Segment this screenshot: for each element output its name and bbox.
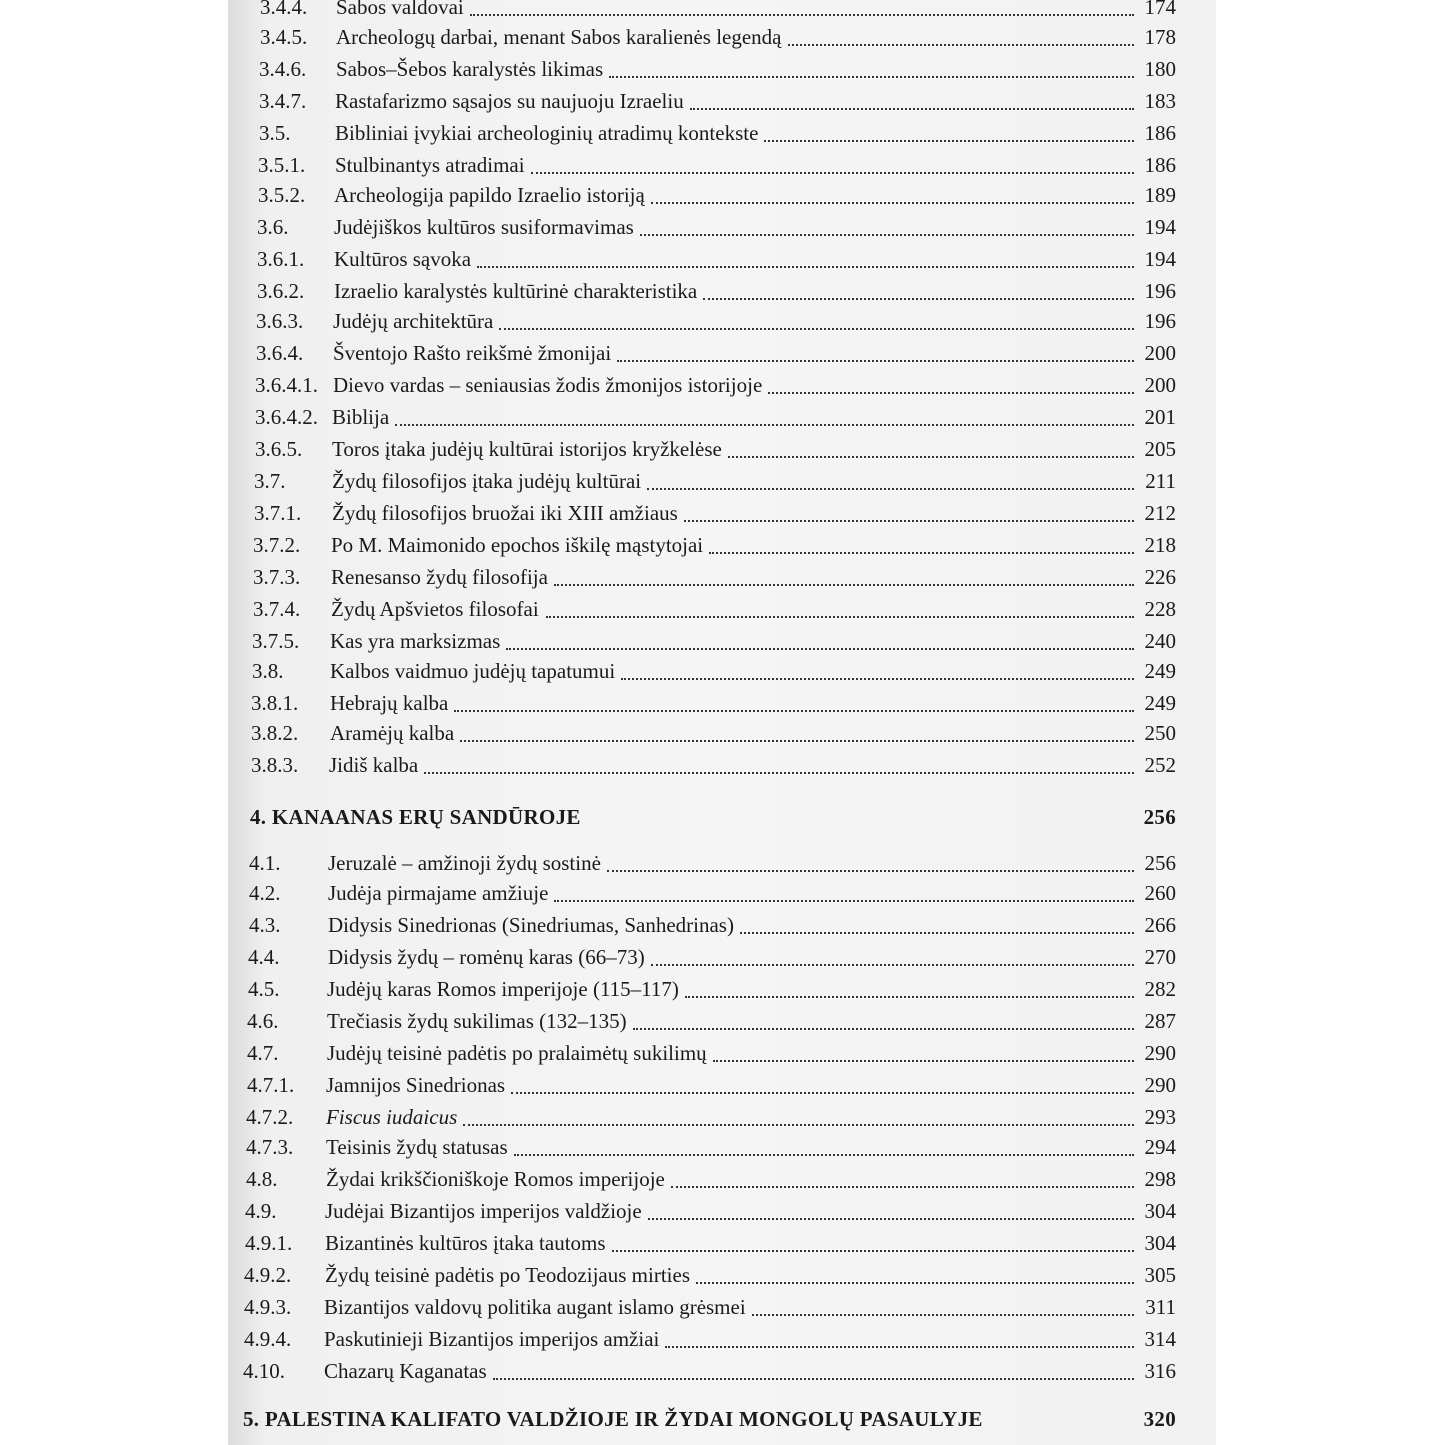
toc-entry-page: 298: [1144, 1167, 1176, 1191]
toc-entry-page: 314: [1144, 1327, 1176, 1351]
toc-dot-leader: [424, 772, 1134, 774]
toc-entry-number: 3.6.3.: [256, 309, 304, 333]
toc-entry-number: 4.2.: [249, 881, 281, 905]
toc-entry-number: 3.8.3.: [251, 753, 299, 777]
toc-dot-leader: [713, 1060, 1134, 1062]
toc-entry-page: 249: [1144, 691, 1176, 715]
toc-entry-title: Judėja pirmajame amžiuje: [328, 881, 549, 905]
toc-entry-title: Judėjų karas Romos imperijoje (115–117): [327, 977, 679, 1001]
toc-entry-title: Bizantijos valdovų politika augant islamo grėsmei: [324, 1295, 746, 1319]
toc-entry-number: 4.9.: [245, 1199, 277, 1223]
toc-entry-title: Kultūros sąvoka: [334, 247, 472, 271]
toc-entry-number: 3.5.2.: [258, 183, 306, 207]
toc-entry-number: 3.7.1.: [254, 501, 302, 525]
toc-entry: [228, 594, 1216, 624]
toc-entry-page: 211: [1145, 469, 1176, 493]
toc-chapter-page: 256: [1143, 805, 1176, 829]
toc-dot-leader: [612, 1250, 1134, 1252]
toc-entry-number: 3.7.2.: [253, 533, 301, 557]
toc-entry-page: 200: [1144, 373, 1176, 397]
toc-entry-number: 4.7.: [247, 1041, 279, 1065]
toc-entry-title: Izraelio karalystės kultūrinė charakteristika: [334, 279, 698, 303]
toc-entry: [228, 118, 1216, 148]
toc-dot-leader: [395, 424, 1134, 426]
toc-entry: [228, 1132, 1216, 1162]
toc-entry-page: 256: [1144, 851, 1176, 875]
toc-entry-number: 4.9.1.: [245, 1231, 293, 1255]
toc-entry: [228, 1102, 1216, 1132]
toc-dot-leader: [554, 900, 1134, 902]
toc-dot-leader: [685, 996, 1134, 998]
toc-dot-leader: [640, 234, 1134, 236]
toc-entry-number: 4.4.: [248, 945, 280, 969]
toc-dot-leader: [665, 1346, 1134, 1348]
toc-entry-page: 316: [1144, 1359, 1176, 1383]
toc-entry-page: 178: [1144, 25, 1176, 49]
toc-entry-page: 293: [1144, 1105, 1176, 1129]
toc-entry: [228, 1228, 1216, 1258]
toc-entry: [228, 0, 1216, 22]
toc-entry-title: Po M. Maimonido epochos iškilę mąstytojai: [331, 533, 704, 557]
toc-dot-leader: [703, 298, 1134, 300]
toc-entry-number: 3.4.7.: [259, 89, 307, 113]
toc-entry: [228, 276, 1216, 306]
toc-entry-number: 3.5.1.: [258, 153, 306, 177]
toc-entry-number: 3.6.1.: [257, 247, 305, 271]
toc-chapter-title: 5. PALESTINA KALIFATO VALDŽIOJE IR ŽYDAI MONGOLŲ PASAULYJE: [243, 1407, 983, 1431]
toc-dot-leader: [460, 740, 1134, 742]
toc-entry: [228, 498, 1216, 528]
toc-dot-leader: [651, 202, 1134, 204]
toc-dot-leader: [768, 392, 1134, 394]
toc-entry-title: Kalbos vaidmuo judėjų tapatumui: [330, 659, 616, 683]
toc-entry-page: 196: [1144, 279, 1176, 303]
toc-entry-page: 311: [1145, 1295, 1176, 1319]
toc-entry-number: 4.6.: [247, 1009, 279, 1033]
toc-entry: [228, 626, 1216, 656]
toc-entry-number: 3.8.2.: [251, 721, 299, 745]
toc-entry: [228, 1292, 1216, 1322]
toc-entry-title: Didysis žydų – romėnų karas (66–73): [328, 945, 645, 969]
toc-entry-page: 186: [1144, 153, 1176, 177]
toc-entry-title: Jamnijos Sinedrionas: [326, 1073, 506, 1097]
toc-entry-page: 304: [1144, 1231, 1176, 1255]
toc-entry-number: 3.4.4.: [260, 0, 308, 19]
toc-entry-page: 186: [1144, 121, 1176, 145]
toc-entry-number: 3.7.3.: [253, 565, 301, 589]
toc-chapter: [228, 1404, 1216, 1434]
toc-entry-title: Šventojo Rašto reikšmė žmonijai: [333, 341, 612, 365]
toc-entry-page: 305: [1144, 1263, 1176, 1287]
toc-entry-page: 270: [1144, 945, 1176, 969]
toc-entry-number: 4.8.: [246, 1167, 278, 1191]
toc-chapter-title: 4. KANAANAS ERŲ SANDŪROJE: [250, 805, 581, 829]
toc-entry-title: Renesanso žydų filosofija: [331, 565, 548, 589]
toc-entry-title: Žydų filosofijos bruožai iki XIII amžiaus: [332, 501, 678, 525]
toc-entry-number: 4.9.4.: [244, 1327, 292, 1351]
toc-entry-title: Judėjų teisinė padėtis po pralaimėtų sukilimų: [327, 1041, 707, 1065]
toc-entry: [228, 434, 1216, 464]
toc-entry-title: Žydų Apšvietos filosofai: [331, 597, 539, 621]
toc-dot-leader: [728, 456, 1134, 458]
toc-dot-leader: [709, 552, 1134, 554]
toc-entry: [228, 1356, 1216, 1386]
toc-entry-number: 4.7.3.: [246, 1135, 294, 1159]
toc-dot-leader: [740, 932, 1134, 934]
toc-entry-title: Toros įtaka judėjų kultūrai istorijos kryžkelėse: [332, 437, 722, 461]
toc-entry-number: 4.3.: [249, 913, 281, 937]
toc-entry-number: 3.4.5.: [260, 25, 308, 49]
toc-entry-number: 3.5.: [259, 121, 291, 145]
toc-entry: [228, 848, 1216, 878]
toc-entry-page: 282: [1144, 977, 1176, 1001]
toc-entry-number: 4.5.: [248, 977, 280, 1001]
toc-entry-page: 180: [1144, 57, 1176, 81]
toc-entry-page: 226: [1144, 565, 1176, 589]
toc-entry: [228, 718, 1216, 748]
toc-dot-leader: [690, 108, 1134, 110]
toc-entry: [228, 150, 1216, 180]
toc-entry-title: Chazarų Kaganatas: [324, 1359, 487, 1383]
toc-entry-page: 266: [1144, 913, 1176, 937]
toc-entry-page: 304: [1144, 1199, 1176, 1223]
toc-entry-number: 4.9.2.: [244, 1263, 292, 1287]
toc-entry-number: 3.6.2.: [257, 279, 305, 303]
toc-dot-leader: [621, 678, 1134, 680]
toc-dot-leader: [607, 870, 1134, 872]
toc-entry-title: Hebrajų kalba: [330, 691, 449, 715]
toc-entry-number: 4.7.1.: [247, 1073, 295, 1097]
toc-entry: [228, 1324, 1216, 1354]
toc-entry-title: Jeruzalė – amžinoji žydų sostinė: [328, 851, 601, 875]
toc-entry: [228, 1006, 1216, 1036]
toc-entry: [228, 180, 1216, 210]
toc-entry-page: 290: [1144, 1073, 1176, 1097]
toc-entry-number: 3.6.5.: [255, 437, 303, 461]
toc-entry-page: 196: [1144, 309, 1176, 333]
toc-dot-leader: [493, 1378, 1134, 1380]
toc-entry-page: 228: [1144, 597, 1176, 621]
toc-entry-title: Dievo vardas – seniausias žodis žmonijos istorijoje: [333, 373, 763, 397]
toc-dot-leader: [696, 1282, 1134, 1284]
toc-entry-number: 4.9.3.: [244, 1295, 292, 1319]
toc-dot-leader: [752, 1314, 1134, 1316]
toc-dot-leader: [671, 1186, 1134, 1188]
toc-dot-leader: [514, 1154, 1134, 1156]
toc-entry-number: 4.7.2.: [246, 1105, 294, 1129]
toc-dot-leader: [499, 328, 1134, 330]
toc-dot-leader: [554, 584, 1134, 586]
toc-entry-title: Paskutinieji Bizantijos imperijos amžiai: [324, 1327, 660, 1351]
toc-entry-number: 4.10.: [243, 1359, 285, 1383]
toc-dot-leader: [477, 266, 1134, 268]
toc-entry-title: Biblija: [332, 405, 390, 429]
toc-dot-leader: [609, 76, 1134, 78]
toc-dot-leader: [651, 964, 1134, 966]
toc-entry-title: Sabos–Šebos karalystės likimas: [336, 57, 604, 81]
toc-entry-title: Žydai krikščioniškoje Romos imperijoje: [326, 1167, 665, 1191]
toc-entry-title: Judėjų architektūra: [333, 309, 494, 333]
toc-entry-title: Sabos valdovai: [336, 0, 464, 19]
toc-entry-title: Fiscus iudaicus: [326, 1105, 458, 1129]
toc-entry-number: 3.8.1.: [251, 691, 299, 715]
toc-entry: [228, 656, 1216, 686]
toc-entry-number: 4.1.: [249, 851, 281, 875]
toc-entry: [228, 1070, 1216, 1100]
toc-entry: [228, 370, 1216, 400]
toc-entry-page: 183: [1144, 89, 1176, 113]
toc-dot-leader: [764, 140, 1134, 142]
toc-entry-title: Judėjiškos kultūros susiformavimas: [334, 215, 634, 239]
toc-entry-page: 287: [1144, 1009, 1176, 1033]
toc-entry: [228, 562, 1216, 592]
toc-entry-title: Trečiasis žydų sukilimas (132–135): [327, 1009, 627, 1033]
toc-entry-title: Bizantinės kultūros įtaka tautoms: [325, 1231, 606, 1255]
toc-dot-leader: [788, 44, 1134, 46]
toc-chapter-page: 320: [1143, 1407, 1176, 1431]
toc-entry-page: 252: [1144, 753, 1176, 777]
toc-dot-leader: [633, 1028, 1134, 1030]
toc-entry-number: 3.7.5.: [252, 629, 300, 653]
toc-entry: [228, 54, 1216, 84]
toc-entry: [228, 878, 1216, 908]
toc-entry: [228, 1164, 1216, 1194]
toc-entry-page: 201: [1144, 405, 1176, 429]
toc-entry: [228, 306, 1216, 336]
toc-entry-page: 218: [1144, 533, 1176, 557]
toc-entry-page: 240: [1144, 629, 1176, 653]
toc-entry: [228, 910, 1216, 940]
toc-dot-leader: [546, 616, 1134, 618]
toc-entry-title: Didysis Sinedrionas (Sinedriumas, Sanhedrinas): [328, 913, 734, 937]
toc-dot-leader: [506, 648, 1134, 650]
toc-entry-title: Kas yra marksizmas: [330, 629, 501, 653]
toc-entry: [228, 750, 1216, 780]
toc-entry: [228, 974, 1216, 1004]
toc-entry-page: 212: [1144, 501, 1176, 525]
toc-entry-title: Jidiš kalba: [329, 753, 419, 777]
toc-entry: [228, 1196, 1216, 1226]
toc-entry: [228, 1038, 1216, 1068]
toc-entry: [228, 86, 1216, 116]
toc-entry-page: 260: [1144, 881, 1176, 905]
toc-entry: [228, 338, 1216, 368]
toc-entry-number: 3.7.4.: [253, 597, 301, 621]
toc-entry: [228, 212, 1216, 242]
toc-entry-page: 205: [1144, 437, 1176, 461]
toc-dot-leader: [684, 520, 1134, 522]
toc-entry: [228, 688, 1216, 718]
toc-dot-leader: [647, 488, 1134, 490]
toc-entry-title: Rastafarizmo sąsajos su naujuoju Izraeliu: [335, 89, 684, 113]
toc-entry-title: Bibliniai įvykiai archeologinių atradimų kontekste: [335, 121, 759, 145]
book-page: [228, 0, 1216, 1445]
toc-entry-number: 3.6.4.2.: [255, 405, 318, 429]
toc-entry-number: 3.6.: [257, 215, 289, 239]
toc-entry-title: Žydų filosofijos įtaka judėjų kultūrai: [332, 469, 642, 493]
toc-entry-number: 3.6.4.: [256, 341, 304, 365]
toc-entry: [228, 466, 1216, 496]
toc-entry-title: Stulbinantys atradimai: [335, 153, 525, 177]
toc-entry-page: 200: [1144, 341, 1176, 365]
toc-entry-title: Archeologija papildo Izraelio istoriją: [334, 183, 645, 207]
toc-dot-leader: [463, 1124, 1134, 1126]
toc-entry: [228, 244, 1216, 274]
toc-entry: [228, 1260, 1216, 1290]
toc-entry: [228, 530, 1216, 560]
toc-dot-leader: [470, 14, 1134, 16]
toc-entry-title: Teisinis žydų statusas: [326, 1135, 508, 1159]
toc-entry-number: 3.4.6.: [259, 57, 307, 81]
toc-dot-leader: [617, 360, 1134, 362]
toc-dot-leader: [531, 172, 1134, 174]
toc-entry-page: 294: [1144, 1135, 1176, 1159]
toc-entry: [228, 402, 1216, 432]
toc-entry-page: 290: [1144, 1041, 1176, 1065]
toc-entry-number: 3.6.4.1.: [255, 373, 318, 397]
toc-entry-title: Archeologų darbai, menant Sabos karalienės legendą: [336, 25, 782, 49]
toc-dot-leader: [454, 710, 1134, 712]
toc-dot-leader: [648, 1218, 1134, 1220]
toc-entry: [228, 942, 1216, 972]
toc-entry-number: 3.8.: [252, 659, 284, 683]
toc-entry-title: Žydų teisinė padėtis po Teodozijaus mirties: [325, 1263, 690, 1287]
toc-entry-page: 174: [1144, 0, 1176, 19]
toc-entry-number: 3.7.: [254, 469, 286, 493]
toc-dot-leader: [511, 1092, 1134, 1094]
toc-entry-page: 194: [1144, 247, 1176, 271]
toc-entry-title: Judėjai Bizantijos imperijos valdžioje: [325, 1199, 642, 1223]
toc-entry-page: 194: [1144, 215, 1176, 239]
toc-entry-title: Aramėjų kalba: [330, 721, 455, 745]
toc-entry-page: 250: [1144, 721, 1176, 745]
toc-entry-page: 249: [1144, 659, 1176, 683]
toc-entry: [228, 22, 1216, 52]
toc-chapter: [228, 802, 1216, 832]
toc-entry-page: 189: [1144, 183, 1176, 207]
